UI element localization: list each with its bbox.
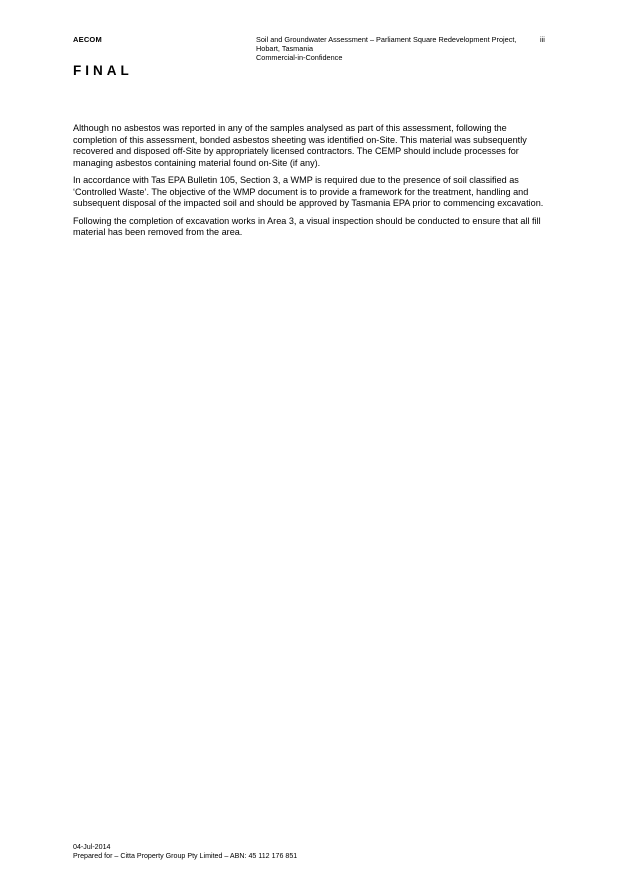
company-name: AECOM bbox=[73, 35, 102, 44]
report-title-line: Hobart, Tasmania bbox=[256, 44, 314, 53]
footer-prepared-for: Prepared for – Citta Property Group Pty Limited – ABN: 45 112 176 851 bbox=[73, 852, 298, 860]
document-status: FINAL bbox=[73, 63, 133, 78]
report-title bbox=[256, 35, 536, 62]
paragraph-asbestos: Although no asbestos was reported in any of the samples analysed as part of this assessment, following the completion of this assessment, bonded asbestos sheeting was identified on-Site. This material was subsequently recovered and disposed off-Site by appropriately licensed contractors. The CEMP should include processes for managing asbestos containing material found on-Site (if any). bbox=[73, 123, 527, 168]
paragraph-wmp: In accordance with Tas EPA Bulletin 105, Section 3, a WMP is required due to the presence of soil classified as ‘Controlled Waste’. The objective of the WMP document is to provide a framework for the treatment, handling and subsequent disposal of the impacted soil and should be approved by Tasmania EPA prior to commencing excavation. bbox=[73, 175, 544, 208]
report-title-line: Soil and Groundwater Assessment – Parliament Square Redevelopment Project, bbox=[256, 35, 517, 44]
confidentiality-label: Commercial-in-Confidence bbox=[256, 53, 343, 62]
page-footer bbox=[73, 843, 297, 861]
paragraph-inspection: Following the completion of excavation works in Area 3, a visual inspection should be conducted to ensure that all fill material has been removed from the area. bbox=[73, 215, 541, 237]
footer-date: 04-Jul-2014 bbox=[73, 843, 111, 851]
body-text bbox=[73, 123, 551, 245]
page-number: iii bbox=[540, 35, 545, 44]
